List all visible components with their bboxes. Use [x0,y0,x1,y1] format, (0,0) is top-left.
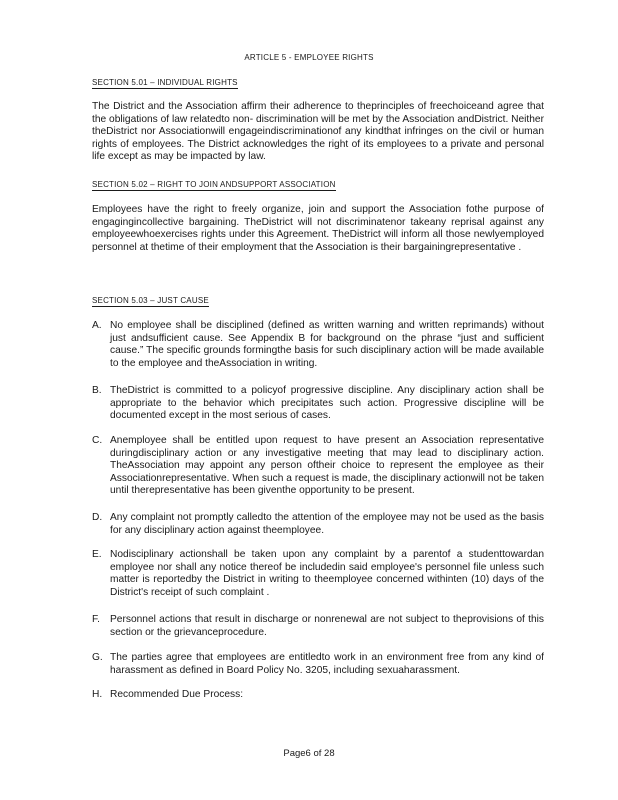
list-item-letter: D. [92,512,103,523]
list-item-text: Any complaint not promptly calledto the attention of the employee may not be used as the basis for any disciplinary action against theemployee. [110,512,544,536]
list-item-letter: A. [92,320,102,331]
list-item [92,549,544,599]
section-body: The District and the Association affirm their adherence to theprinciples of freechoiceand agree that the obligations of law relatedto non- discrimination will be met by the Association andDistrict. Neither theDistrict nor Associationwill engageindiscriminationof any kindthat infringes on the civil or human rights of employees. The District acknowledges the right of its employees to a private and personal life except as may be impacted by law. [92,101,544,162]
page-footer: Page6 of 28 [283,748,335,759]
list-item [92,652,544,677]
list-item [92,689,544,702]
list-item-letter: H. [92,689,103,700]
list-item-text: Nodisciplinary actionshall be taken upon any complaint by a parentof a studenttowardan employee nor shall any notice thereof be includedin said employee's personnel file unless such matter is reportedby the District in writing to theemployee concerned withinten (10) days of the District's receipt of such complaint . [110,549,544,598]
list-item-text: TheDistrict is committed to a policyof progressive discipline. Any disciplinary action shall be appropriate to the behavior which precipitates such action. Progressive discipline will be documented except in the most serious of cases. [110,385,544,421]
article-title: ARTICLE 5 - EMPLOYEE RIGHTS [244,53,374,62]
list-item [92,435,544,498]
list-item-text: The parties agree that employees are entitledto work in an environment free from any kind of harassment as defined in Board Policy No. 3205, including sexuaharassment. [110,652,544,676]
list-item-text: Anemployee shall be entitled upon request to have present an Association representative duringdisciplinary action or any investigative meeting that may lead to disciplinary action. TheAssociation may appoint any person oftheir choice to represent the employee as their Associationrepresentative. When such a request is made, the disciplinary actionwill not be taken until therepresentative has been giventhe opportunity to be present. [110,435,544,496]
list-item-letter: C. [92,435,103,446]
list-item-text: Recommended Due Process: [110,689,244,700]
list-item [92,614,544,639]
list-item-letter: B. [92,385,102,396]
section-heading: SECTION 5.02 – RIGHT TO JOIN ANDSUPPORT ASSOCIATION [92,180,336,189]
section-body: Employees have the right to freely organize, join and support the Association fothe purpose of engagingincollective bargaining. TheDistrict will not discriminatenor takeany reprisal against any employeewhoexercises rights under this Agreement. TheDistrict will inform all those newlyemployed personnel at thetime of their employment that the Association is their bargainingrepresentative . [92,204,544,253]
section-heading: SECTION 5.01 – INDIVIDUAL RIGHTS [92,78,238,87]
list-item [92,512,544,537]
list-item-text: Personnel actions that result in discharge or nonrenewal are not subject to theprovisions of this section or the grievanceprocedure. [110,614,544,638]
list-item [92,320,544,370]
list-item-letter: F. [92,614,100,625]
list-item-letter: G. [92,652,103,663]
list-item-text: No employee shall be disciplined (defined as written warning and written reprimands) without just andsufficient cause. See Appendix B for background on the phrase “just and sufficient cause.” The specific grounds formingthe basis for such disciplinary action will be made available to the employee and theAssociation in writing. [110,320,544,369]
list-item [92,385,544,423]
section-heading: SECTION 5.03 – JUST CAUSE [92,296,209,305]
list-item-letter: E. [92,549,102,560]
